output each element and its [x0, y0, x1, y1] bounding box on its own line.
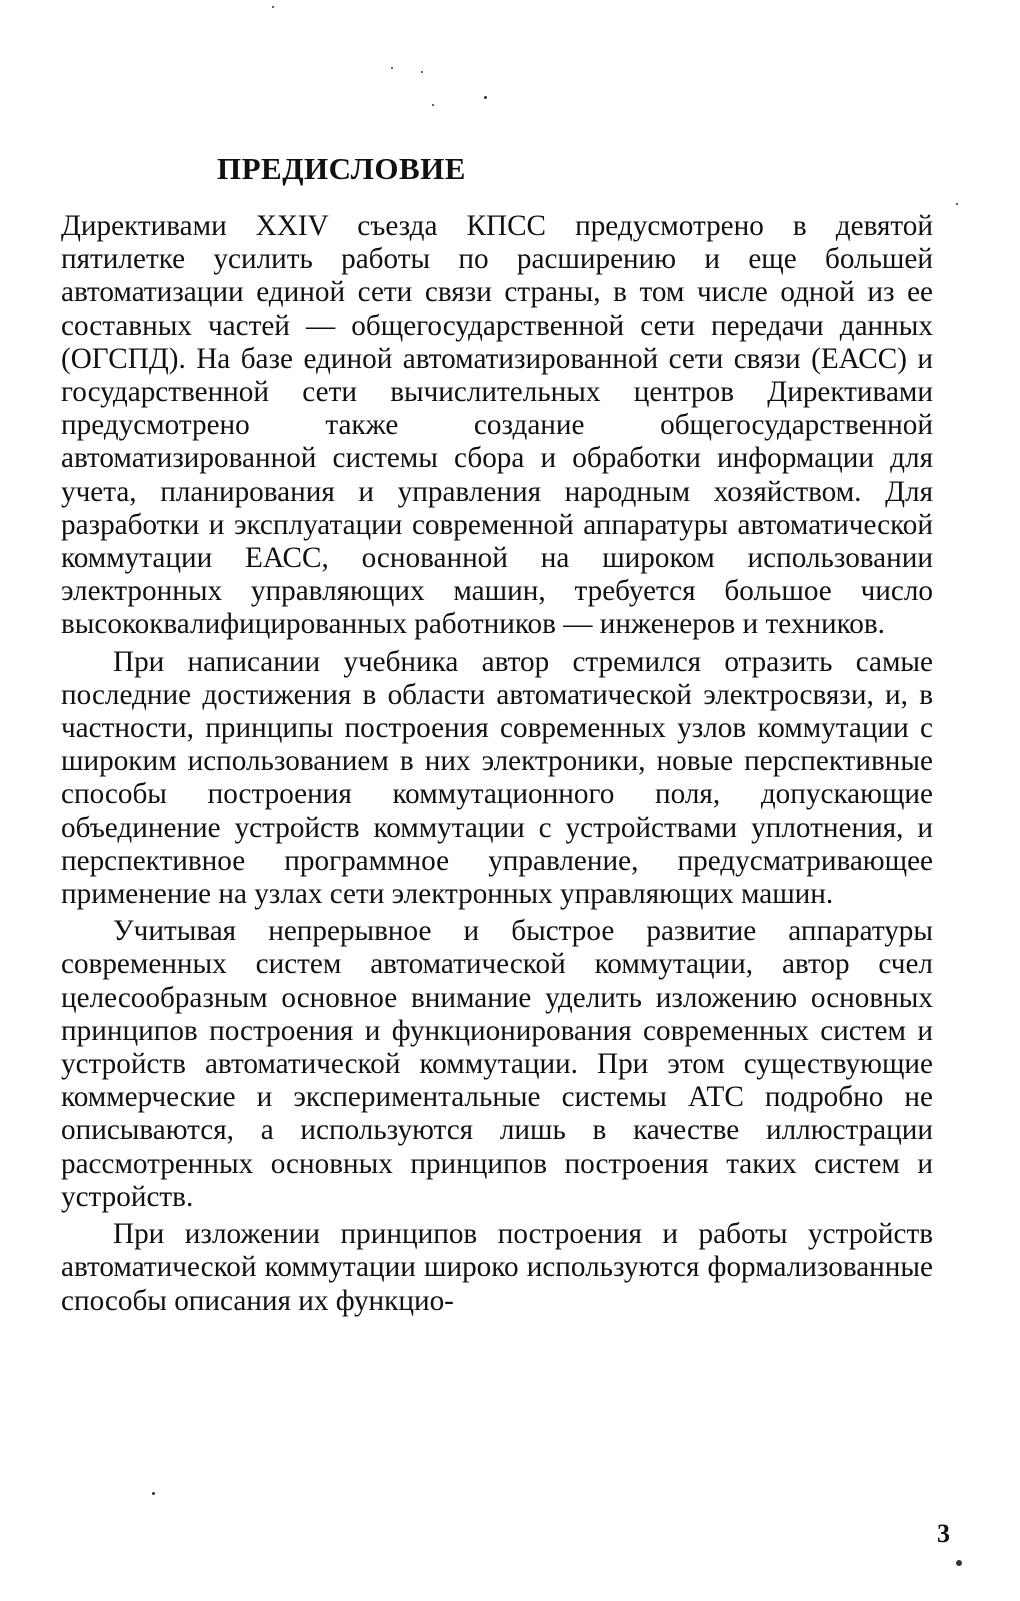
print-speck — [272, 6, 274, 8]
print-speck — [421, 71, 423, 73]
page-title: ПРЕДИСЛОВИЕ — [217, 151, 466, 186]
paragraph: При изложении принципов построения и работы устройств автоматической коммутации широко используются формализованные способы описания их функцио- — [61, 1218, 933, 1317]
paragraph: Директивами XXIV съезда КПСС предусмотрено в девятой пятилетке усилить работы по расширению и еще большей автоматизации единой сети связи страны, в том числе одной из ее составных частей — общегосударственной сети передачи данных (ОГСПД). На базе единой автоматизированной сети связи (ЕАСС) и государственной сети вычислительных центров Директивами предусмотрено также создание общегосударственной автоматизированной системы сбора и обработки информации для учета, планирования и управления народным хозяйством. Для разработки и эксплуатации современной аппаратуры автоматической коммутации ЕАСС, основанной на широком использовании электронных управляющих машин, требуется большое число высококвалифицированных работников — инженеров и техников. — [61, 210, 933, 641]
print-speck — [432, 104, 434, 106]
print-speck — [152, 1492, 155, 1495]
paragraph: При написании учебника автор стремился отразить самые последние достижения в области автоматической электросвязи, и, в частности, принципы построения современных узлов коммутации с широким использованием в них электроники, новые перспективные способы построения коммутационного поля, допускающие объединение устройств коммутации с устройствами уплотнения, и перспективное программное управление, предусматривающее применение на узлах сети электронных управляющих машин. — [61, 645, 933, 911]
paragraph: Учитывая непрерывное и быстрое развитие аппаратуры современных систем автоматической коммутации, автор счел целесообразным основное внимание уделить изложению основных принципов построения и функционирования современных систем и устройств автоматической коммутации. При этом существующие коммерческие и экспериментальные системы АТС подробно не описываются, а используются лишь в качестве иллюстрации рассмотренных основных принципов построения таких систем и устройств. — [61, 915, 933, 1213]
print-speck — [956, 1560, 962, 1566]
print-speck — [956, 203, 958, 205]
print-speck — [484, 96, 487, 99]
page-number: 3 — [937, 1519, 950, 1548]
body-text — [61, 210, 933, 1322]
print-speck — [391, 67, 393, 69]
